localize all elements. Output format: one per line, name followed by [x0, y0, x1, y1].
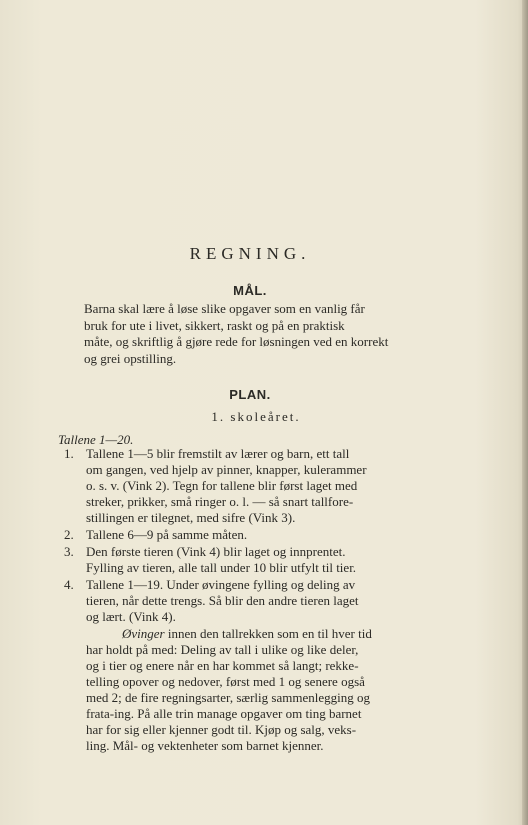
item-number: 2. — [64, 527, 74, 542]
item-number: 3. — [64, 544, 74, 559]
ovinger-line: ling. Mål- og vektenheter som barnet kjenner. — [86, 738, 324, 753]
ovinger-line: med 2; de fire regningsarter, særlig sammenlegging og — [86, 690, 370, 705]
ovinger-line: og i tier og enere når en har kommet så langt; rekke- — [86, 658, 359, 673]
page-title: REGNING. — [189, 244, 311, 263]
item-line: Tallene 1—5 blir fremstilt av lærer og barn, ett tall — [86, 446, 350, 461]
item-line: stillingen er tilegnet, med sifre (Vink 3). — [86, 510, 296, 525]
year-heading: 1. skoleåret. — [211, 409, 301, 424]
mal-heading: MÅL. — [233, 283, 267, 298]
ovinger-line: telling opover og nedover, først med 1 og senere også — [86, 674, 365, 689]
section-subheading: Tallene 1—20. — [58, 432, 134, 447]
item-number: 4. — [64, 577, 74, 592]
ovinger-first-line-text: innen den tallrekken som en til hver tid — [164, 626, 372, 641]
item-number: 1. — [64, 446, 74, 461]
ovinger-line: har holdt på med: Deling av tall i ulike og like deler, — [86, 642, 359, 657]
mal-line: bruk for ute i livet, sikkert, raskt og på en praktisk — [84, 317, 345, 333]
plan-list — [62, 446, 462, 754]
plan-heading: PLAN. — [229, 387, 271, 402]
item-line: Den første tieren (Vink 4) blir laget og innprentet. — [86, 544, 346, 559]
item-line: streker, prikker, små ringer o. l. — så snart tallfore- — [86, 494, 354, 509]
list-item — [62, 577, 462, 625]
item-line: Tallene 6—9 på samme måten. — [86, 527, 248, 542]
ovinger-line: frata-ing. På alle trin manage opgaver om ting barnet — [86, 706, 362, 721]
item-line: Fylling av tieren, alle tall under 10 blir utfylt til tier. — [86, 560, 357, 575]
mal-line: måte, og skriftlig å gjøre rede for løsningen ved en korrekt — [84, 334, 389, 349]
item-line: o. s. v. (Vink 2). Tegn for tallene blir først laget med — [86, 478, 358, 493]
mal-paragraph — [84, 301, 444, 367]
mal-line: Barna skal lære å løse slike opgaver som en vanlig får — [84, 301, 365, 316]
ovinger-first-line — [86, 626, 462, 642]
page-edge — [522, 0, 528, 825]
list-item — [62, 527, 462, 543]
item-line: tieren, når dette trengs. Så blir den andre tieren laget — [86, 593, 359, 608]
item-line: om gangen, ved hjelp av pinner, knapper, kulerammer — [86, 462, 367, 477]
item-line: Tallene 1—19. Under øvingene fylling og deling av — [86, 577, 356, 592]
item-line: og lært. (Vink 4). — [86, 609, 176, 624]
ovinger-paragraph — [62, 626, 462, 754]
ovinger-line: har for sig eller kjenner godt til. Kjøp og salg, veks- — [86, 722, 357, 737]
list-item — [62, 544, 462, 576]
ovinger-label: Øvinger — [122, 626, 165, 641]
list-item — [62, 446, 462, 526]
mal-line: og grei opstilling. — [84, 350, 177, 366]
